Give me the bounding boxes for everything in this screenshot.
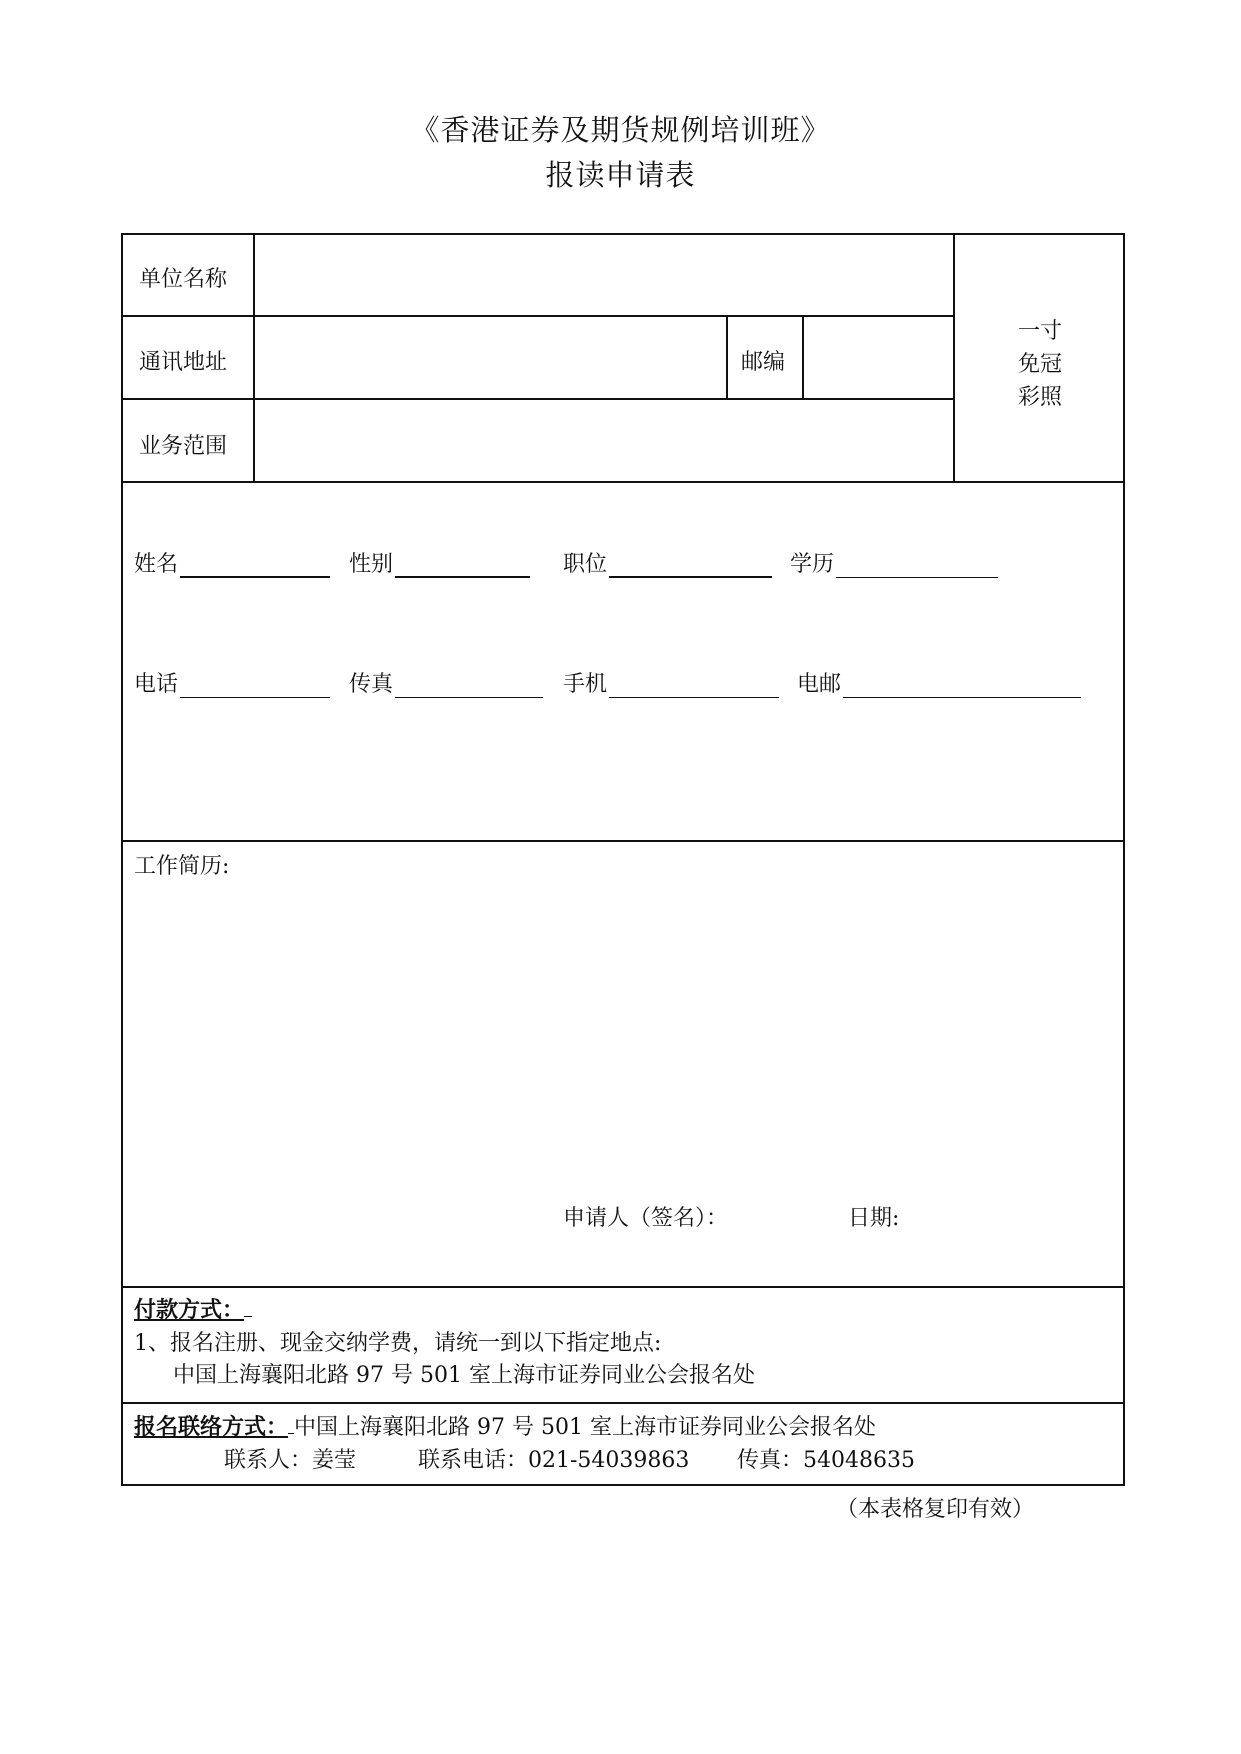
contact-address: 中国上海襄阳北路 97 号 501 室上海市证券同业公会报名处	[294, 1415, 876, 1440]
education-label: 学历	[790, 552, 835, 577]
contact-info	[134, 1410, 876, 1441]
business-scope-field[interactable]	[256, 401, 950, 479]
postcode-divider-left	[726, 315, 728, 398]
contact-fax: 传真：54048635	[737, 1448, 915, 1473]
date-label: 日期:	[848, 1206, 900, 1231]
photo-column-divider	[953, 233, 955, 483]
name-blank[interactable]	[180, 554, 330, 578]
payment-location: 中国上海襄阳北路 97 号 501 室上海市证券同业公会报名处	[173, 1363, 755, 1388]
photo-hint-line2: 免冠	[1018, 352, 1063, 377]
name-field[interactable]	[134, 547, 330, 578]
company-name-field[interactable]	[256, 236, 950, 313]
payment-heading: 付款方式：	[134, 1293, 252, 1324]
row-divider	[121, 398, 953, 400]
photo-hint-line1: 一寸	[1018, 319, 1063, 344]
mobile-blank[interactable]	[609, 675, 779, 698]
address-field[interactable]	[256, 318, 723, 396]
gender-label: 性别	[349, 552, 394, 577]
row-divider	[121, 315, 953, 317]
position-field[interactable]	[563, 547, 772, 578]
signature-field[interactable]	[752, 1198, 837, 1228]
contact-phone: 联系电话：021-54039863	[418, 1448, 690, 1473]
photo-hint-line3: 彩照	[1018, 385, 1063, 410]
postcode-divider-right	[802, 315, 804, 398]
fax-label: 传真	[349, 672, 394, 697]
gender-blank[interactable]	[395, 554, 530, 578]
position-blank[interactable]	[609, 554, 772, 578]
business-scope-label: 业务范围	[139, 434, 228, 459]
phone-label: 电话	[134, 672, 179, 697]
email-label: 电邮	[797, 672, 842, 697]
applicant-signature-label: 申请人（签名）：	[563, 1206, 729, 1231]
label-column-divider	[253, 233, 255, 483]
education-blank[interactable]	[836, 555, 998, 578]
education-field[interactable]	[790, 547, 998, 578]
form-subtitle: 报读申请表	[545, 158, 696, 192]
mobile-label: 手机	[563, 672, 608, 697]
email-field[interactable]	[797, 667, 1081, 698]
name-label: 姓名	[134, 552, 179, 577]
address-label: 通讯地址	[139, 350, 228, 375]
footer-note: （本表格复印有效）	[836, 1497, 1035, 1522]
postcode-label: 邮编	[741, 350, 786, 375]
resume-label: 工作简历:	[134, 854, 230, 879]
phone-field[interactable]	[134, 667, 330, 698]
phone-blank[interactable]	[180, 675, 330, 698]
payment-instruction: 1、报名注册、现金交纳学费，请统一到以下指定地点:	[134, 1331, 662, 1356]
section-divider	[121, 481, 1125, 483]
section-divider	[121, 1286, 1125, 1288]
section-divider	[121, 1402, 1125, 1404]
contact-heading: 报名联络方式：	[134, 1414, 289, 1440]
postcode-field[interactable]	[805, 318, 950, 396]
fax-blank[interactable]	[395, 675, 543, 698]
company-name-label: 单位名称	[139, 267, 228, 292]
gender-field[interactable]	[349, 547, 530, 578]
resume-area[interactable]	[124, 880, 1122, 1200]
section-divider	[121, 840, 1125, 842]
mobile-field[interactable]	[563, 667, 779, 698]
contact-person: 联系人：姜莹	[224, 1448, 357, 1473]
fax-field[interactable]	[349, 667, 543, 698]
email-blank[interactable]	[843, 675, 1081, 698]
position-label: 职位	[563, 552, 608, 577]
date-field[interactable]	[910, 1198, 1110, 1228]
form-title: 《香港证券及期货规例培训班》	[410, 113, 831, 147]
